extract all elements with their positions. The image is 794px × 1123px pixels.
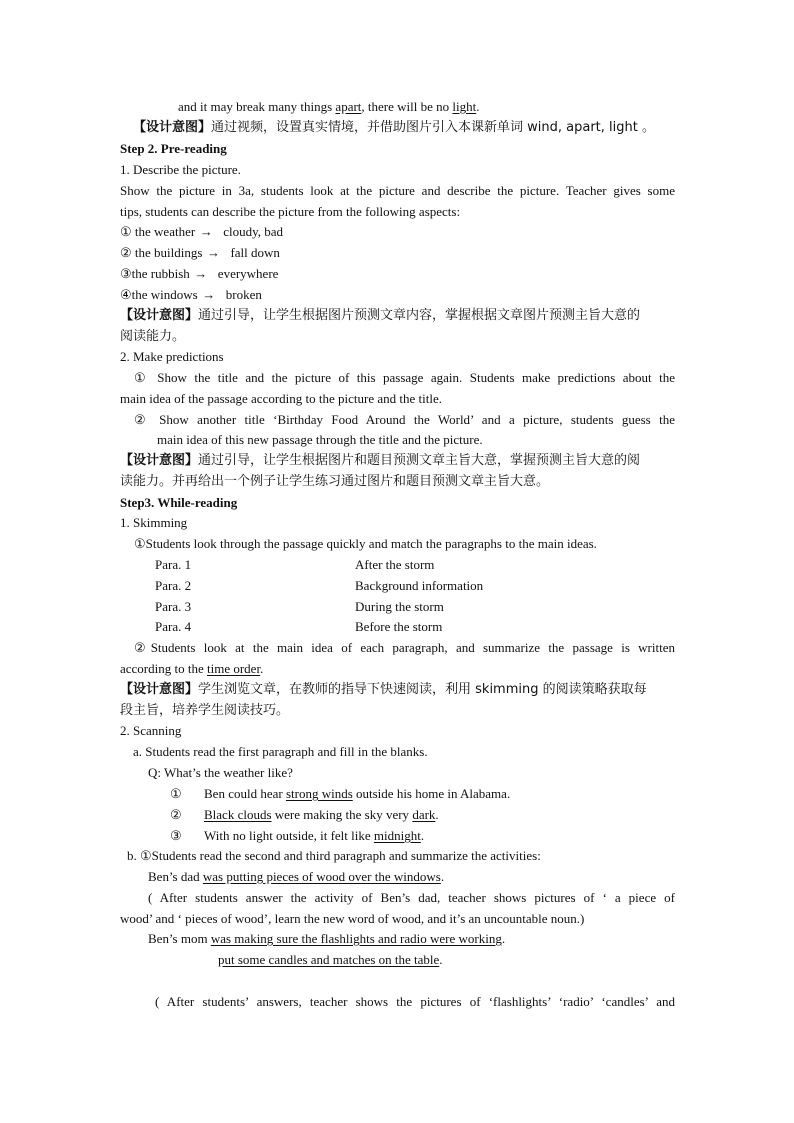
summary-text: . [260, 661, 264, 676]
blank-text: Ben could hear [204, 786, 286, 801]
para-label: Para. 4 [155, 619, 192, 634]
arrow-icon: → [194, 266, 208, 281]
arrow-icon: → [199, 224, 213, 239]
scanning-title: 2. Scanning [120, 723, 182, 738]
para-label: Para. 1 [155, 557, 192, 572]
main-idea: Before the storm [355, 619, 443, 634]
summary-text: according to the [120, 661, 207, 676]
step2-title: Step 2. Pre-reading [120, 141, 227, 156]
answer-strong-winds: strong winds [285, 786, 353, 801]
answer-mom: was making sure the flashlights and radio were working [210, 931, 502, 946]
step2-paragraph-line2: tips, students can describe the picture from the following aspects: [120, 204, 461, 219]
aspect-value: everywhere [217, 266, 279, 281]
intro-text: , there will be no [361, 99, 453, 114]
aspect-label: ④the windows [120, 287, 198, 302]
blank-1 [204, 786, 510, 802]
activity-text: Ben’s dad [148, 869, 203, 884]
mom-activity-2 [218, 952, 443, 968]
design-intent-2 [120, 308, 640, 324]
blank-3 [204, 828, 424, 844]
step3-title: Step3. While-reading [120, 495, 238, 510]
blank-text: outside his home in Alabama. [352, 786, 511, 801]
prediction-1-line2: main idea of the passage according to the picture and the title. [120, 391, 442, 406]
scanning-a: a. Students read the first paragraph and fill in the blanks. [133, 744, 428, 759]
blank-1-number: ① [170, 786, 182, 801]
answer-mom-2: put some candles and matches on the table [218, 952, 440, 967]
step2-item2: 2. Make predictions [120, 349, 224, 364]
prediction-2-line2: main idea of this new passage through the title and the picture. [157, 432, 483, 447]
blank-text: With no light outside, it felt like [204, 828, 374, 843]
underlined-apart: apart [335, 99, 362, 114]
intro-text: and it may break many things [178, 99, 336, 114]
design-intent-text: 通过引导，让学生根据图片和题目预测文章主旨大意，掌握预测主旨大意的阅 [198, 453, 641, 468]
design-intent-3 [120, 453, 640, 469]
answer-dark: dark [412, 807, 436, 822]
arrow-icon: → [206, 245, 220, 260]
step2-paragraph: Show the picture in 3a, students look at the picture and describe the picture. Teacher gives some [120, 183, 675, 198]
design-intent-tag: 【设计意图】 [120, 453, 199, 468]
para-label: Para. 2 [155, 578, 192, 593]
aspect-item [120, 266, 278, 282]
skimming-summary-line2 [120, 661, 263, 677]
aspect-label: ② the buildings [120, 245, 203, 260]
activity-text: Ben’s mom [148, 931, 211, 946]
intro-line [178, 99, 479, 115]
blank-2-number: ② [170, 807, 182, 822]
design-intent-3-line2: 读能力。并再给出一个例子让学生练习通过图片和题目预测文章主旨大意。 [120, 474, 550, 489]
question: Q: What’s the weather like? [148, 765, 293, 780]
answer-dad: was putting pieces of wood over the windows [202, 869, 441, 884]
design-intent-4-line2: 段主旨，培养学生阅读技巧。 [120, 703, 290, 718]
design-intent-tag: 【设计意图】 [133, 120, 212, 135]
teacher-note-1: ( After students answer the activity of Ben’s dad, teacher shows pictures of ‘ a piece of [148, 890, 675, 905]
design-intent-1 [133, 120, 655, 136]
para-row [155, 578, 191, 594]
para-row [155, 557, 191, 573]
para-row [155, 599, 191, 615]
arrow-icon: → [202, 287, 216, 302]
blank-2 [204, 807, 439, 823]
blank-text: were making the sky very [271, 807, 413, 822]
activity-text: . [501, 931, 506, 946]
step2-item1: 1. Describe the picture. [120, 162, 241, 177]
design-intent-tag: 【设计意图】 [120, 308, 199, 323]
dad-activity [148, 869, 444, 885]
aspect-value: fall down [230, 245, 280, 260]
underlined-time-order: time order [207, 661, 261, 676]
skimming-instruction: ①Students look through the passage quickly and match the paragraphs to the main ideas. [134, 536, 597, 551]
skimming-summary: ②Students look at the main idea of each paragraph, and summarize the passage is written [134, 640, 675, 655]
aspect-item [120, 287, 262, 303]
main-idea: Background information [355, 578, 484, 593]
design-intent-text: 学生浏览文章，在教师的指导下快速阅读，利用 skimming 的阅读策略获取每 [198, 682, 647, 697]
prediction-1: ① Show the title and the picture of this passage again. Students make predictions about the [134, 370, 675, 385]
aspect-item [120, 245, 280, 261]
aspect-label: ① the weather [120, 224, 196, 239]
answer-black-clouds: Black clouds [204, 807, 272, 822]
blank-text: . [420, 828, 425, 843]
mom-activity [148, 931, 505, 947]
scanning-b: b. ①Students read the second and third paragraph and summarize the activities: [127, 848, 541, 863]
para-label: Para. 3 [155, 599, 192, 614]
teacher-note-1-line2: wood’ and ‘ pieces of wood’, learn the new word of wood, and it’s an uncountable noun.) [120, 911, 585, 926]
para-row [155, 619, 191, 635]
answer-midnight: midnight [373, 828, 421, 843]
activity-text: . [439, 952, 443, 967]
design-intent-text: 通过视频，设置真实情境，并借助图片引入本课新单词 wind, apart, light 。 [211, 120, 655, 135]
main-idea: After the storm [355, 557, 435, 572]
design-intent-4 [120, 682, 647, 698]
design-intent-tag: 【设计意图】 [120, 682, 199, 697]
design-intent-2-line2: 阅读能力。 [120, 329, 186, 344]
main-idea: During the storm [355, 599, 444, 614]
intro-text: . [476, 99, 480, 114]
teacher-note-2: ( After students’ answers, teacher shows the pictures of ‘flashlights’ ‘radio’ ‘candles’ and [155, 994, 675, 1009]
underlined-light: light [452, 99, 477, 114]
design-intent-text: 通过引导，让学生根据图片预测文章内容，掌握根据文章图片预测主旨大意的 [198, 308, 641, 323]
aspect-value: broken [225, 287, 262, 302]
aspect-label: ③the rubbish [120, 266, 190, 281]
activity-text: . [440, 869, 445, 884]
prediction-2: ② Show another title ‘Birthday Food Around the World’ and a picture, students guess the [134, 412, 675, 427]
aspect-item [120, 224, 283, 240]
aspect-value: cloudy, bad [223, 224, 283, 239]
blank-3-number: ③ [170, 828, 182, 843]
blank-text: . [435, 807, 439, 822]
skimming-title: 1. Skimming [120, 515, 188, 530]
